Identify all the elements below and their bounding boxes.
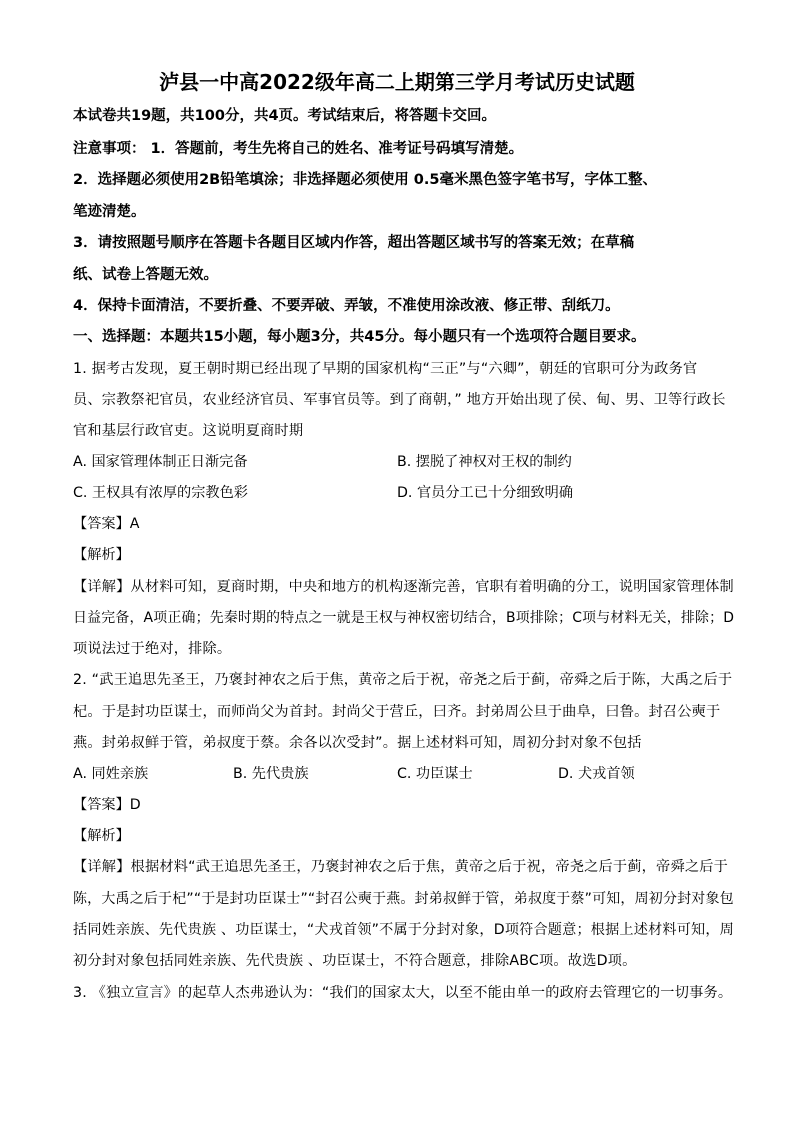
q1-stem-line-2: 员、宗教祭祀官员，农业经济官员、军事官员等。到了商朝，” 地方开始出现了侯、甸、男、卫等行政长 xyxy=(73,392,726,408)
header-line-5: 3．请按照题号顺序在答题卡各题目区域内作答，超出答题区域书写的答案无效；在草稿 xyxy=(73,235,635,251)
q1-answer: 【答案】A xyxy=(73,516,140,532)
q2-detail-line-1: 【详解】根据材料“武王追思先圣王，乃褒封神农之后于焦，黄帝之后于祝，帝尧之后于蓟，帝舜之后于 xyxy=(73,859,728,875)
q2-analysis-label: 【解析】 xyxy=(73,828,130,844)
q1-option-d: D. 官员分工已十分细致明确 xyxy=(397,485,574,501)
header-line-1: 本试卷共19题，共100分，共4页。考试结束后，将答题卡交回。 xyxy=(73,108,497,124)
header-line-6: 纸、试卷上答题无效。 xyxy=(73,267,218,283)
header-line-3: 2．选择题必须使用2B铅笔填涂；非选择题必须使用 0.5毫米黑色签字笔书写，字体工整、 xyxy=(73,172,657,188)
q2-stem-line-3: 燕。封弟叔鲜于管，弟叔度于蔡。余各以次受封”。据上述材料可知，周初分封对象不包括 xyxy=(73,735,642,751)
q1-stem-line-1: 1. 据考古发现，夏王朝时期已经出现了早期的国家机构“三正”与“六卿”，朝廷的官职可分为政务官 xyxy=(73,361,698,377)
q1-option-b: B. 摆脱了神权对王权的制约 xyxy=(397,454,572,470)
q2-detail-line-4: 初分封对象包括同姓亲族、先代贵族 、功臣谋士，不符合题意，排除ABC项。故选D项。 xyxy=(73,953,637,969)
q2-detail-line-3: 括同姓亲族、先代贵族 、功臣谋士，“犬戎首领”不属于分封对象，D项符合题意；根据上述材料可知，周 xyxy=(73,922,735,938)
page-title: 泸县一中高2022级年高二上期第三学月考试历史试题 xyxy=(159,70,635,94)
q2-option-c: C. 功臣谋士 xyxy=(397,766,473,782)
q2-answer: 【答案】D xyxy=(73,797,141,813)
q1-stem-line-3: 官和基层行政官吏。这说明夏商时期 xyxy=(73,423,304,439)
q2-stem-line-2: 杞。于是封功臣谋士，而师尚父为首封。封尚父于营丘，曰齐。封弟周公旦于曲阜，曰鲁。封召公奭于 xyxy=(73,704,721,720)
q1-option-c: C. 王权具有浓厚的宗教色彩 xyxy=(73,485,248,501)
header-line-4: 笔迹清楚。 xyxy=(73,204,146,220)
q3-stem-line-1: 3. 《独立宣言》的起草人杰弗逊认为：“我们的国家太大，以至不能由单一的政府去管理它的一切事务。 xyxy=(73,985,733,1001)
header-line-2: 注意事项： 1．答题前，考生先将自己的姓名、准考证号码填写清楚。 xyxy=(73,141,524,157)
q1-analysis-label: 【解析】 xyxy=(73,547,130,563)
q1-detail-line-1: 【详解】从材料可知，夏商时期，中央和地方的机构逐渐完善，官职有着明确的分工，说明国家管理体制 xyxy=(73,579,734,595)
q2-stem-line-1: 2. “武王追思先圣王，乃褒封神农之后于焦，黄帝之后于祝，帝尧之后于蓟，帝舜之后于陈，大禹之后于 xyxy=(73,672,733,688)
q1-detail-line-2: 日益完备，A项正确；先秦时期的特点之一就是王权与神权密切结合，B项排除；C项与材料无关，排除；D xyxy=(73,610,735,626)
q2-detail-line-2: 陈，大禹之后于杞”“于是封功臣谋士”“封召公奭于燕。封弟叔鲜于管，弟叔度于蔡”可知，周初分封对象包 xyxy=(73,891,734,907)
q2-option-d: D. 犬戎首领 xyxy=(558,766,635,782)
q1-option-a: A. 国家管理体制正日渐完备 xyxy=(73,454,248,470)
q1-detail-line-3: 项说法过于绝对，排除。 xyxy=(73,641,232,657)
section-heading: 一、选择题：本题共15小题，每小题3分，共45分。每小题只有一个选项符合题目要求。 xyxy=(73,329,646,345)
q2-option-a: A. 同姓亲族 xyxy=(73,766,149,782)
q2-option-b: B. 先代贵族 xyxy=(233,766,309,782)
header-line-7: 4．保持卡面清洁，不要折叠、不要弄破、弄皱，不准使用涂改液、修正带、刮纸刀。 xyxy=(73,298,620,314)
